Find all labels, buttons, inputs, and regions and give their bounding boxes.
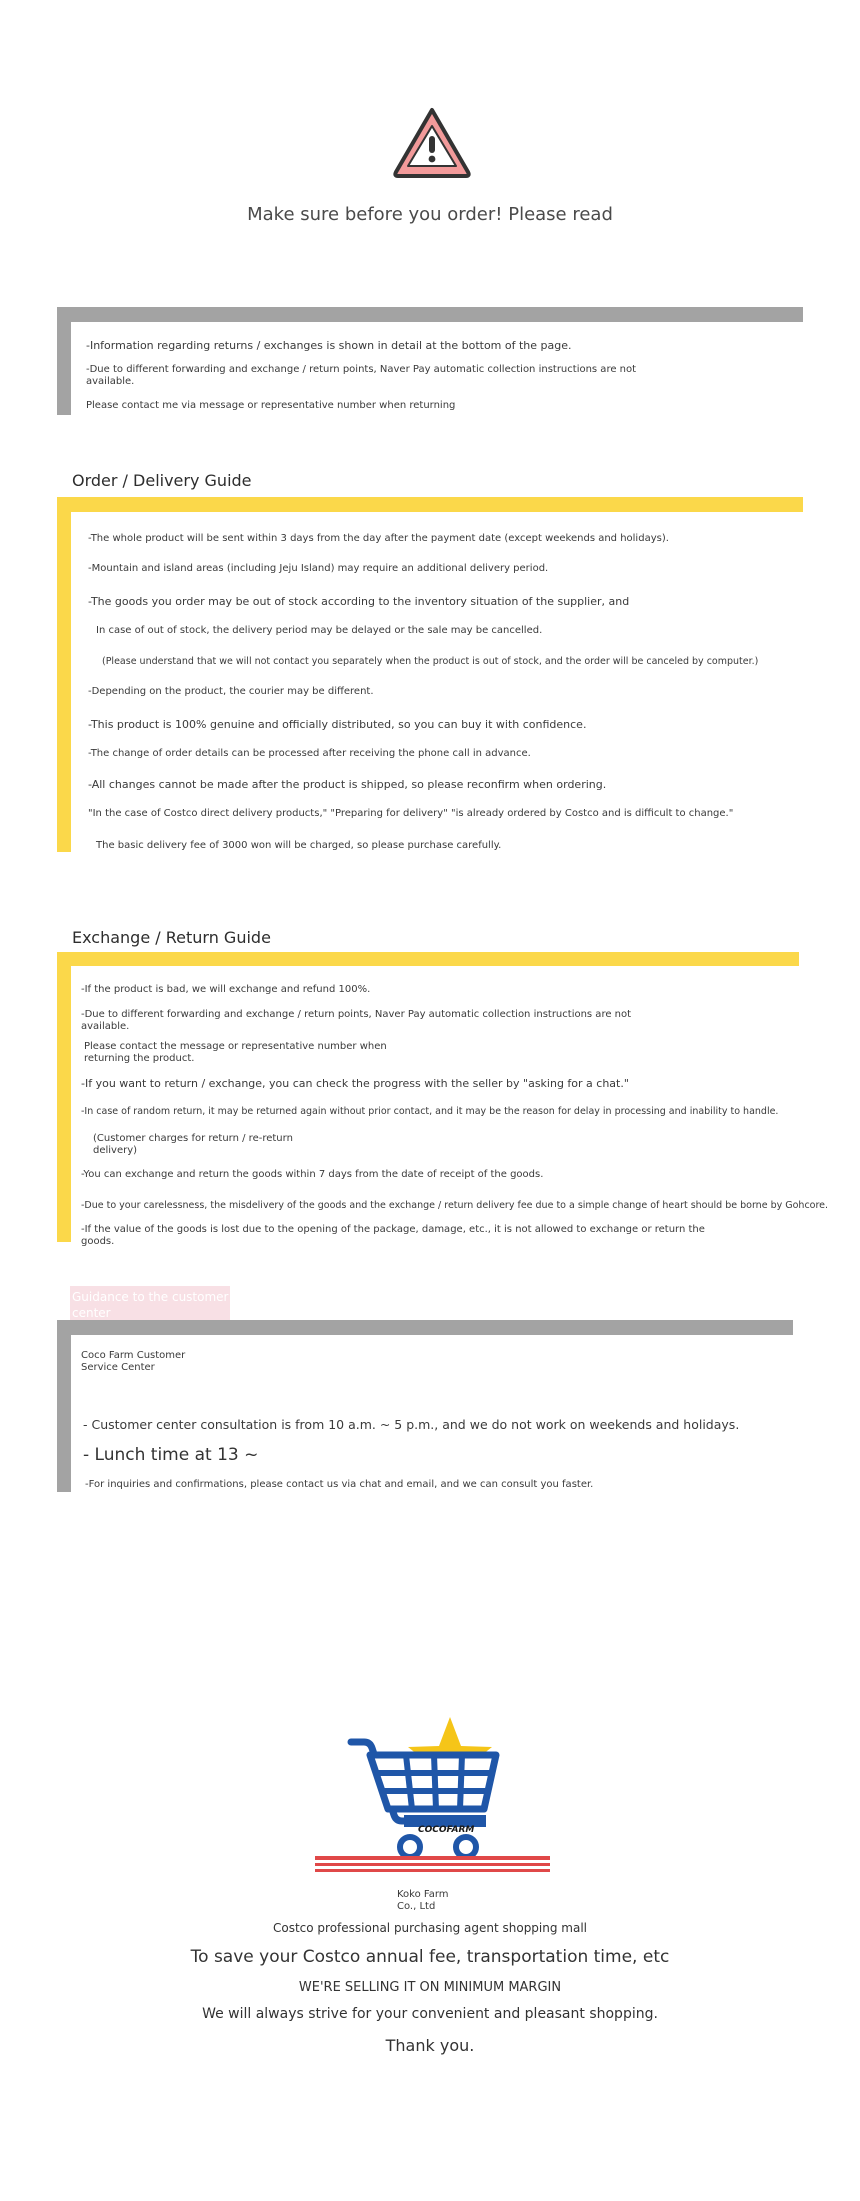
exchange-guide-line: (Customer charges for return / re-return	[93, 1133, 293, 1144]
shopping-cart-icon	[300, 1715, 560, 1875]
footer-line-2: WE'RE SELLING IT ON MINIMUM MARGIN	[298, 1980, 562, 1995]
company-name: Co., Ltd	[397, 1901, 436, 1912]
notice-line: available.	[86, 376, 135, 387]
footer-line-3: We will always strive for your convenient and pleasant shopping.	[202, 2006, 658, 2022]
order-guide-line: -The whole product will be sent within 3 days from the day after the payment date (except weekends and holidays).	[88, 533, 669, 544]
order-guide-line: -All changes cannot be made after the product is shipped, so please reconfirm when ordering.	[88, 778, 607, 791]
footer-line-1: To save your Costco annual fee, transportation time, etc	[190, 1947, 670, 1967]
customer-center-tag-line: center	[72, 1306, 111, 1320]
order-guide-line: -The change of order details can be processed after receiving the phone call in advance.	[88, 748, 531, 759]
customer-center-name: Coco Farm Customer	[81, 1350, 186, 1361]
order-guide-line: -The goods you order may be out of stock according to the inventory situation of the supplier, and	[88, 595, 630, 608]
warning-title: Make sure before you order! Please read	[247, 204, 613, 225]
footer-tagline: Costco professional purchasing agent shopping mall	[272, 1921, 588, 1935]
notice-box	[57, 307, 803, 415]
exchange-guide-line: -In case of random return, it may be returned again without prior contact, and it may be the reason for delay in processing and inability to handle.	[81, 1106, 779, 1117]
order-guide-line: -This product is 100% genuine and officially distributed, so you can buy it with confidence.	[88, 718, 587, 731]
order-guide-top-bar	[57, 497, 803, 512]
exchange-guide-line: available.	[81, 1021, 130, 1032]
logo-text: COCOFARM	[418, 1825, 475, 1835]
warning-triangle-icon	[392, 106, 472, 178]
customer-center-lunch: - Lunch time at 13 ~	[83, 1445, 259, 1465]
order-guide-line: In case of out of stock, the delivery period may be delayed or the sale may be cancelled.	[96, 625, 543, 636]
exchange-guide-line: -If you want to return / exchange, you can check the progress with the seller by "asking for a chat."	[81, 1077, 629, 1090]
exchange-guide-line: delivery)	[93, 1145, 138, 1156]
exchange-guide-line: returning the product.	[84, 1053, 195, 1064]
notice-left-bar	[57, 307, 71, 415]
exchange-guide-line: -Due to different forwarding and exchange / return points, Naver Pay automatic collection instructions are not	[81, 1009, 632, 1020]
customer-center-inquiries: -For inquiries and confirmations, please contact us via chat and email, and we can consult you faster.	[85, 1479, 594, 1490]
notice-line: Please contact me via message or representative number when returning	[86, 400, 456, 411]
customer-center-name: Service Center	[81, 1362, 155, 1373]
exchange-guide-title: Exchange / Return Guide	[72, 928, 271, 947]
exchange-guide-left-bar	[57, 952, 71, 1242]
company-name: Koko Farm	[397, 1889, 449, 1900]
customer-center-hours: - Customer center consultation is from 10 a.m. ~ 5 p.m., and we do not work on weekends and holidays.	[83, 1417, 740, 1432]
notice-line: -Due to different forwarding and exchange / return points, Naver Pay automatic collection instructions are not	[86, 364, 637, 375]
exchange-guide-line: Please contact the message or representative number when	[84, 1041, 387, 1052]
notice-top-bar	[57, 307, 803, 322]
notice-line: -Information regarding returns / exchanges is shown in detail at the bottom of the page.	[86, 339, 572, 352]
exchange-guide-line: -If the value of the goods is lost due to the opening of the package, damage, etc., it is not allowed to exchange or return the	[81, 1224, 705, 1235]
order-guide-line: "In the case of Costco direct delivery products," "Preparing for delivery" "is already ordered by Costco and is difficult to change."	[88, 808, 734, 819]
cocofarm-logo	[300, 1715, 560, 1875]
exchange-guide-line: -If the product is bad, we will exchange and refund 100%.	[81, 984, 371, 995]
customer-center-left-bar	[57, 1320, 71, 1492]
order-guide-title: Order / Delivery Guide	[72, 471, 252, 490]
customer-center-top-bar	[57, 1320, 793, 1335]
footer-line-4: Thank you.	[385, 2036, 475, 2055]
exchange-guide-top-bar	[57, 952, 799, 966]
exchange-guide-line: -Due to your carelessness, the misdelivery of the goods and the exchange / return delivery fee due to a simple change of heart should be borne by Gohcore.	[81, 1200, 829, 1211]
customer-center-tag-line: Guidance to the customer	[72, 1290, 229, 1304]
exchange-guide-line: goods.	[81, 1236, 115, 1247]
order-guide-line: The basic delivery fee of 3000 won will be charged, so please purchase carefully.	[96, 840, 502, 851]
exchange-guide-line: -You can exchange and return the goods within 7 days from the date of receipt of the goods.	[81, 1169, 544, 1180]
order-guide-line: (Please understand that we will not contact you separately when the product is out of stock, and the order will be canceled by computer.)	[102, 656, 759, 667]
order-guide-line: -Depending on the product, the courier may be different.	[88, 686, 374, 697]
order-guide-line: -Mountain and island areas (including Jeju Island) may require an additional delivery period.	[88, 563, 549, 574]
order-guide-left-bar	[57, 497, 71, 852]
